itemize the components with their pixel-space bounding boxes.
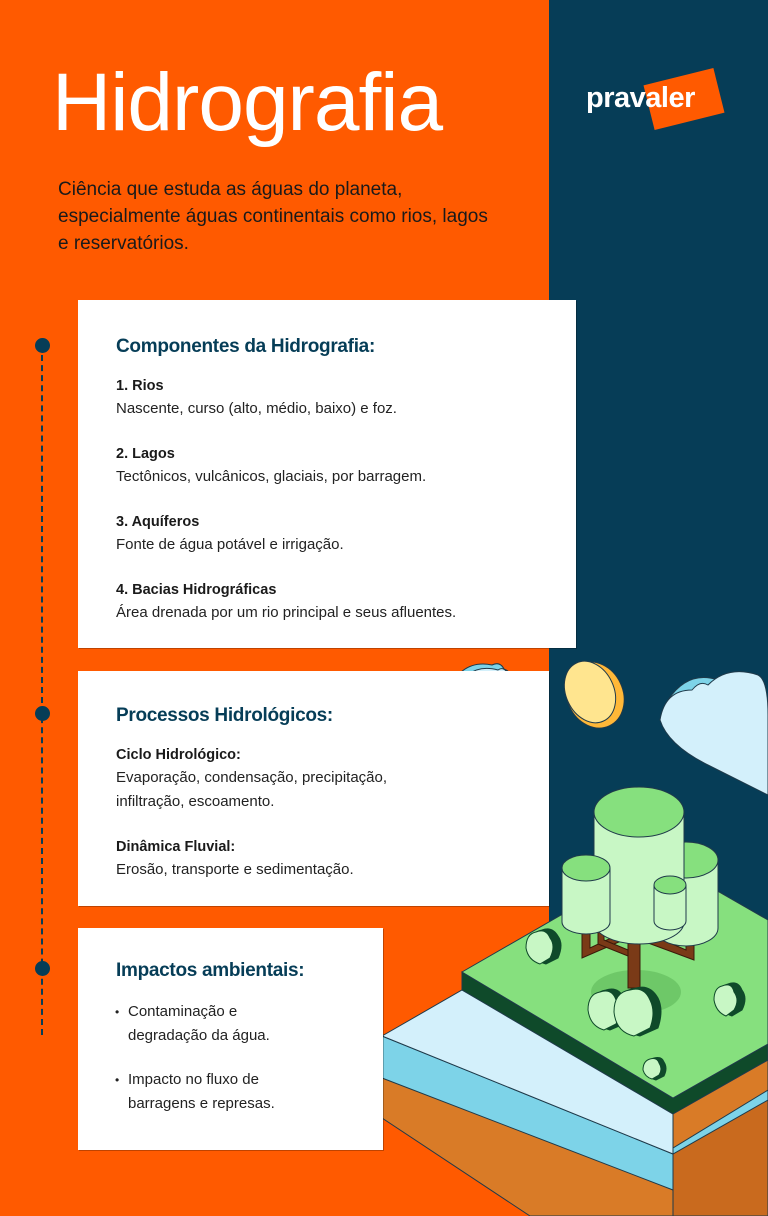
- pravaler-logo: [586, 72, 736, 128]
- item-title: 4. Bacias Hidrográficas: [116, 582, 277, 598]
- item-description: Nascente, curso (alto, médio, baixo) e foz.: [116, 400, 397, 417]
- page-subtitle: Ciência que estuda as águas do planeta, especialmente águas continentais como rios, lagos e reservatórios.: [58, 179, 488, 254]
- list-item: [116, 580, 576, 625]
- card-impactos: [78, 928, 383, 1150]
- item-title: 2. Lagos: [116, 446, 175, 462]
- bullet-item: • Contaminação e degradação da água.: [116, 1000, 306, 1048]
- timeline-dot: [35, 706, 50, 721]
- list-item: [116, 376, 576, 421]
- logo-text: pravaler: [586, 82, 695, 114]
- item-title: Dinâmica Fluvial:: [116, 839, 236, 855]
- item-title: 3. Aquíferos: [116, 514, 200, 530]
- card-processos: [78, 671, 549, 906]
- timeline-dashed-line: [41, 345, 43, 1035]
- item-description: Tectônicos, vulcânicos, glaciais, por barragem.: [116, 468, 427, 485]
- list-item: [116, 512, 576, 557]
- impacts-list: [116, 1000, 306, 1116]
- section-heading: Componentes da Hidrografia:: [116, 336, 375, 357]
- timeline-dot: [35, 961, 50, 976]
- list-item: [116, 444, 576, 489]
- item-title: 1. Rios: [116, 378, 164, 394]
- section-heading: Impactos ambientais:: [116, 960, 305, 981]
- item-description: Fonte de água potável e irrigação.: [116, 536, 344, 553]
- item-description: Evaporação, condensação, precipitação, infiltração, escoamento.: [116, 769, 388, 810]
- item-description: Erosão, transporte e sedimentação.: [116, 861, 354, 878]
- section-heading: Processos Hidrológicos:: [116, 705, 333, 726]
- page-title: Hidrografia: [52, 57, 443, 148]
- item-title: Ciclo Hidrológico:: [116, 747, 241, 763]
- item-description: Área drenada por um rio principal e seus afluentes.: [116, 604, 457, 621]
- bullet-item: • Impacto no fluxo de barragens e represas.: [116, 1068, 306, 1116]
- card-componentes: [78, 300, 576, 648]
- list-item: [116, 837, 549, 882]
- timeline-dot: [35, 338, 50, 353]
- navy-background-panel: [549, 0, 768, 1216]
- list-item: [116, 745, 416, 814]
